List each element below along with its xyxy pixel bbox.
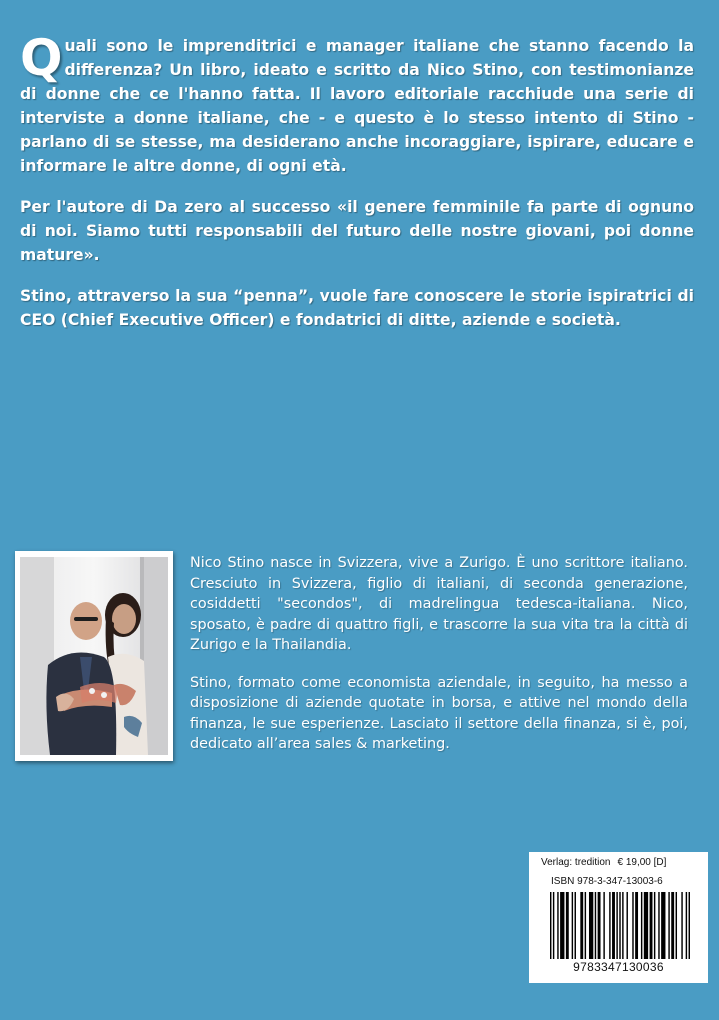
barcode-bar [619,892,620,959]
barcode [550,892,690,959]
barcode-bar [550,892,551,959]
barcode-bar [598,892,601,959]
barcode-bar [572,892,573,959]
barcode-bar [668,892,669,959]
barcode-bar [681,892,682,959]
barcode-bar [580,892,583,959]
barcode-bar [553,892,554,959]
author-photo [20,557,168,755]
bio-paragraph-1: Nico Stino nasce in Svizzera, vive a Zurigo. È uno scrittore italiano. Cresciuto in Svizzera, figlio di italiani, di seconda generazione, cosiddetti "secondos", di madrelingua tedesca-italiana. Nico, sposato, è padre di quattro figli, e trascorre la sua vita tra la città di Zurigo e la Thailandia. [190,555,688,653]
barcode-bar [557,892,558,959]
barcode-bar [671,892,674,959]
barcode-bar [609,892,610,959]
blurb-paragraph-1-text: uali sono le imprenditrici e manager italiane che stanno facendo la differenza? Un libro, ideato e scritto da Nico Stino, con testimonianze di donne che ce l'hanno fatta. Il lavoro editoriale racchiude una serie di interviste a donne italiane, che - e questo è lo stesso intento di Stino - parlano di se stesse, ma desiderano anche incoraggiare, ispirare, educare e informare le altre donne, di ogni età. [20,37,694,175]
barcode-bar [589,892,593,959]
barcode-bar [626,892,627,959]
barcode-bar [676,892,677,959]
isbn-label: ISBN 978-3-347-13003-6 [551,876,663,887]
ean-number: 9783347130036 [573,960,664,974]
price-label: € 19,00 [D] [617,857,667,868]
blurb-paragraph-3: Stino, attraverso la sua “penna”, vuole fare conoscere le storie ispiratrici di CEO (Chief Executive Officer) e fondatrici di ditte, aziende e società. [20,287,694,329]
barcode-bar [632,892,633,959]
publisher-label: Verlag: tredition [541,857,611,868]
author-bio [190,553,688,772]
barcode-bar [686,892,687,959]
barcode-bar [650,892,653,959]
barcode-bar [661,892,665,959]
barcode-bar [585,892,586,959]
barcode-bar [689,892,690,959]
barcode-bar [622,892,623,959]
barcode-bar [641,892,642,959]
isbn-barcode-box [529,852,708,983]
barcode-bar [616,892,617,959]
author-photo-frame [15,551,173,761]
barcode-bar [635,892,638,959]
barcode-bar [644,892,648,959]
barcode-bar [603,892,604,959]
barcode-bar [560,892,564,959]
barcode-bar [575,892,576,959]
cover-blurb [20,29,694,349]
publisher-price-line [541,857,673,868]
blurb-paragraph-2: Per l'autore di Da zero al successo «il genere femminile fa parte di ognuno di noi. Siamo tutti responsabili del futuro delle nostre giovani, poi donne mature». [20,198,694,264]
blurb-paragraph-1 [20,29,694,178]
barcode-bar [658,892,659,959]
bio-paragraph-2: Stino, formato come economista aziendale, in seguito, ha messo a disposizione di aziende quotate in borsa, e attive nel mondo della finanza, le sue esperienze. Lasciato il settore della finanza, si è, poi, dedicato all’area sales & marketing. [190,674,688,752]
barcode-bar [595,892,596,959]
barcode-bar [612,892,615,959]
barcode-bar [654,892,655,959]
barcode-bar [566,892,569,959]
drop-cap: Q [20,29,63,87]
